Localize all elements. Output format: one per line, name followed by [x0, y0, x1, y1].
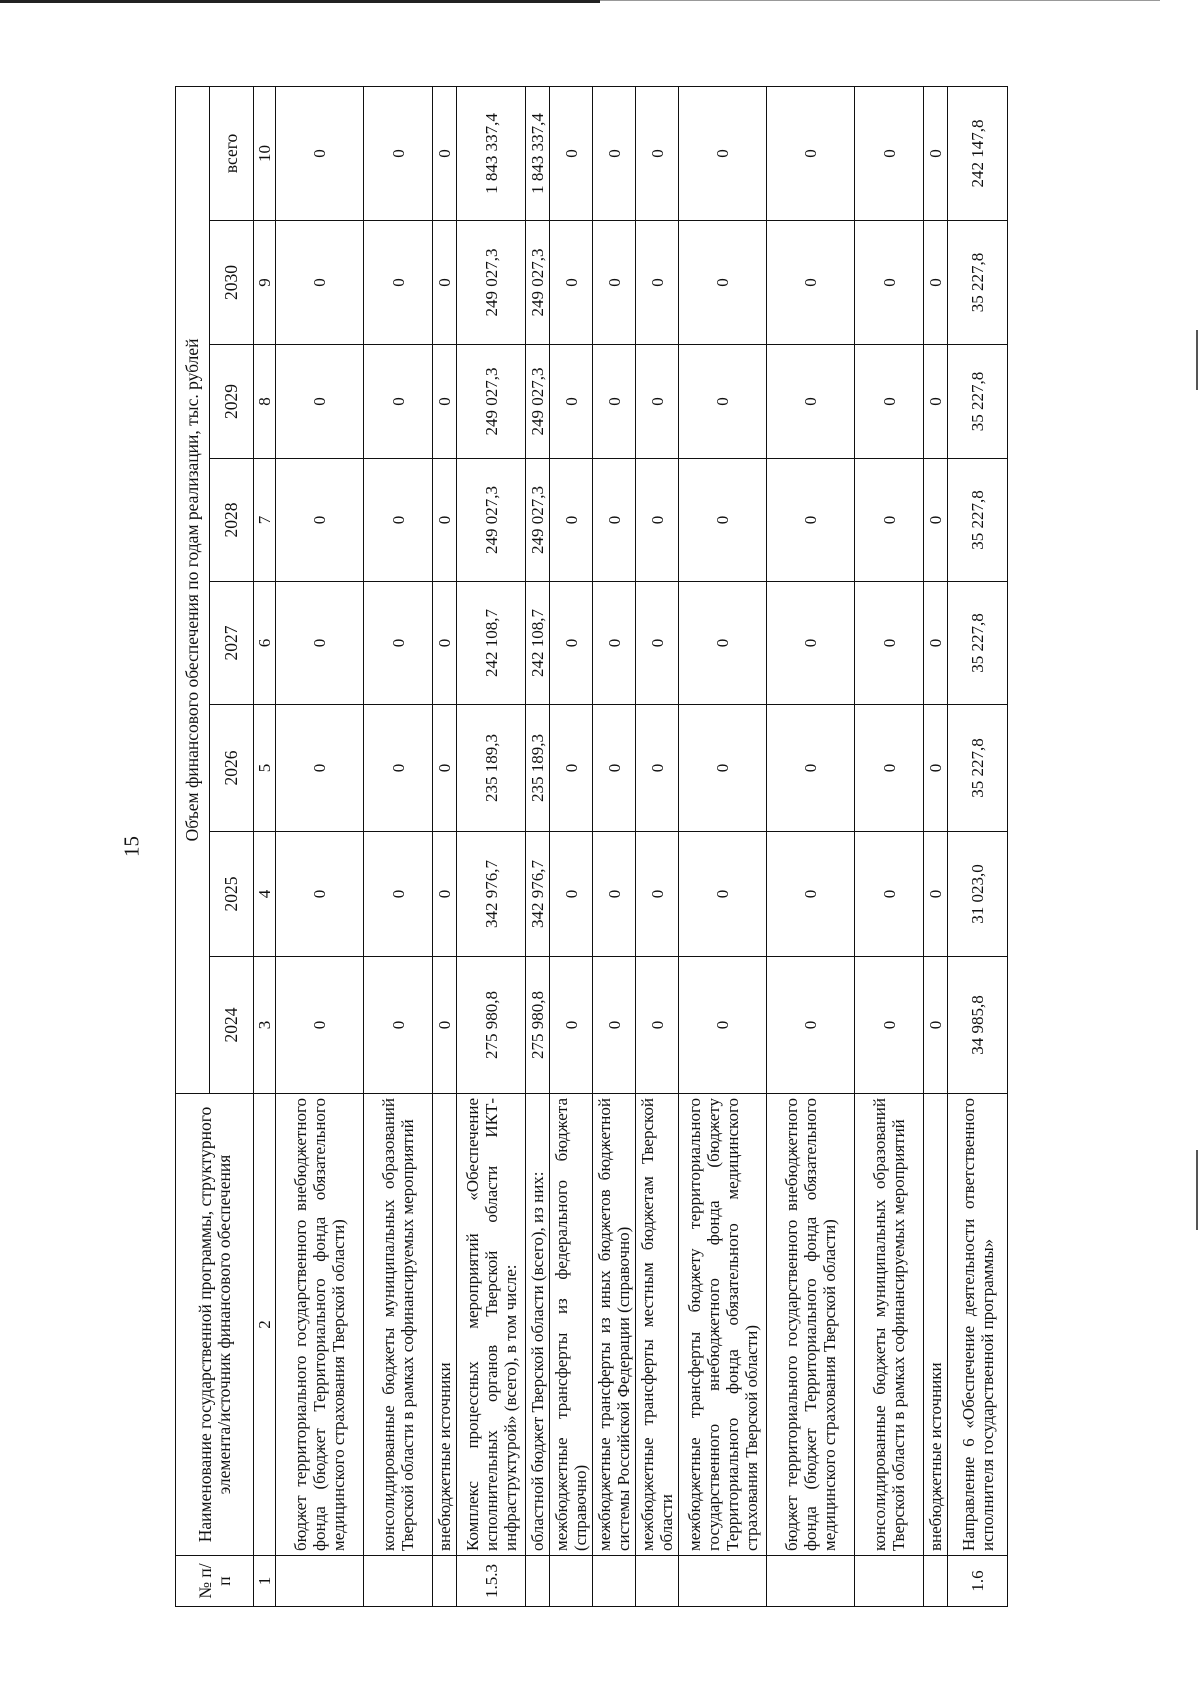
row-number [364, 1556, 433, 1607]
row-year-value: 242 108,7 [457, 582, 526, 705]
row-name: областной бюджет Тверской области (всего), из них: [526, 1094, 550, 1556]
row-year-value: 0 [924, 832, 948, 957]
row-year-value: 0 [636, 832, 679, 957]
row-year-value: 0 [924, 345, 948, 459]
row-year-value: 0 [855, 832, 924, 957]
page-number: 15 [119, 836, 144, 857]
row-year-value: 0 [767, 705, 855, 832]
row-total-value: 0 [636, 86, 679, 220]
row-year-value: 0 [679, 345, 767, 459]
row-number [276, 1556, 364, 1607]
row-year-value: 0 [767, 582, 855, 705]
row-number: 1.5.3 [457, 1556, 526, 1607]
header-year: 2026 [210, 705, 254, 832]
row-year-value: 275 980,8 [457, 957, 526, 1094]
row-year-value: 0 [924, 957, 948, 1094]
row-year-value: 0 [364, 957, 433, 1094]
row-year-value: 0 [593, 582, 636, 705]
row-year-value: 0 [550, 705, 593, 832]
row-number [433, 1556, 457, 1607]
row-year-value: 0 [924, 459, 948, 582]
row-year-value: 0 [593, 705, 636, 832]
margin-mark [1196, 1150, 1198, 1230]
row-year-value: 0 [679, 705, 767, 832]
row-year-value: 35 227,8 [948, 582, 1008, 705]
row-name: Комплекс процессных мероприятий «Обеспечение исполнительных органов Тверской области ИКТ-инфраструктурой» (всего), в том числе: [457, 1094, 526, 1556]
row-year-value: 0 [276, 957, 364, 1094]
row-year-value: 0 [767, 957, 855, 1094]
row-year-value: 235 189,3 [457, 705, 526, 832]
index-cell: 9 [254, 221, 276, 345]
index-cell: 6 [254, 582, 276, 705]
row-total-value: 0 [550, 86, 593, 220]
row-year-value: 35 227,8 [948, 459, 1008, 582]
row-year-value: 249 027,3 [457, 459, 526, 582]
row-year-value: 0 [924, 705, 948, 832]
row-name: межбюджетные трансферты бюджету территориального государственного внебюджетного фонда (бюджету Территориального фонда обязательного медицинского страхования Тверской области) [679, 1094, 767, 1556]
row-year-value: 0 [276, 832, 364, 957]
row-year-value: 0 [364, 221, 433, 345]
header-year: 2030 [210, 221, 254, 345]
row-year-value: 0 [855, 957, 924, 1094]
header-total: всего [210, 86, 254, 220]
row-name: внебюджетные источники [924, 1094, 948, 1556]
row-total-value: 0 [276, 86, 364, 220]
row-name: бюджет территориального государственного внебюджетного фонда (бюджет Территориального фонда обязательного медицинского страхования Тверской области) [276, 1094, 364, 1556]
table-row [433, 86, 457, 1606]
row-year-value: 0 [855, 705, 924, 832]
row-name: консолидированные бюджеты муниципальных образований Тверской области в рамках софинансируемых мероприятий [364, 1094, 433, 1556]
row-year-value: 35 227,8 [948, 221, 1008, 345]
row-year-value: 0 [636, 345, 679, 459]
table-row [855, 86, 924, 1606]
row-name: консолидированные бюджеты муниципальных образований Тверской области в рамках софинансируемых мероприятий [855, 1094, 924, 1556]
row-year-value: 0 [679, 832, 767, 957]
row-year-value: 0 [433, 832, 457, 957]
row-year-value: 242 108,7 [526, 582, 550, 705]
row-year-value: 0 [433, 582, 457, 705]
row-number [526, 1556, 550, 1607]
row-year-value: 249 027,3 [457, 345, 526, 459]
table-row [767, 86, 855, 1606]
row-year-value: 0 [924, 582, 948, 705]
row-year-value: 0 [364, 705, 433, 832]
row-year-value: 0 [550, 345, 593, 459]
row-total-value: 1 843 337,4 [526, 86, 550, 220]
index-cell: 8 [254, 345, 276, 459]
table-row [364, 86, 433, 1606]
row-year-value: 0 [636, 221, 679, 345]
row-year-value: 0 [276, 345, 364, 459]
table-row [679, 86, 767, 1606]
row-year-value: 0 [364, 582, 433, 705]
row-number [636, 1556, 679, 1607]
row-number [679, 1556, 767, 1607]
row-year-value: 35 227,8 [948, 705, 1008, 832]
row-year-value: 0 [550, 832, 593, 957]
header-name: Наименование государственной программы, структурного элемента/источник финансового обеспечения [176, 1094, 254, 1556]
row-year-value: 0 [636, 582, 679, 705]
row-total-value: 0 [593, 86, 636, 220]
row-year-value: 249 027,3 [526, 345, 550, 459]
row-year-value: 0 [433, 705, 457, 832]
table-row [948, 86, 1008, 1606]
header-year: 2028 [210, 459, 254, 582]
index-cell: 4 [254, 832, 276, 957]
index-row [254, 86, 276, 1606]
row-year-value: 0 [364, 832, 433, 957]
row-year-value: 0 [276, 459, 364, 582]
row-year-value: 35 227,8 [948, 345, 1008, 459]
row-name: бюджет территориального государственного внебюджетного фонда (бюджет Территориального фонда обязательного медицинского страхования Тверской области) [767, 1094, 855, 1556]
row-total-value: 0 [924, 86, 948, 220]
row-year-value: 0 [679, 957, 767, 1094]
row-year-value: 0 [364, 345, 433, 459]
row-year-value: 0 [679, 459, 767, 582]
row-year-value: 0 [276, 582, 364, 705]
index-cell: 7 [254, 459, 276, 582]
header-year: 2025 [210, 832, 254, 957]
row-year-value: 0 [593, 957, 636, 1094]
row-year-value: 0 [855, 221, 924, 345]
row-total-value: 242 147,8 [948, 86, 1008, 220]
header-group: Объем финансового обеспечения по годам реализации, тыс. рублей [176, 86, 210, 1093]
row-name: внебюджетные источники [433, 1094, 457, 1556]
row-year-value: 0 [679, 582, 767, 705]
row-year-value: 0 [855, 582, 924, 705]
row-year-value: 249 027,3 [457, 221, 526, 345]
financing-table [175, 86, 1008, 1607]
table-row [924, 86, 948, 1606]
row-year-value: 249 027,3 [526, 221, 550, 345]
index-cell: 3 [254, 957, 276, 1094]
row-number [855, 1556, 924, 1607]
header-row-1 [176, 86, 210, 1606]
margin-mark [1196, 330, 1198, 390]
row-year-value: 0 [593, 345, 636, 459]
scan-edge-line [0, 0, 600, 3]
row-year-value: 0 [593, 459, 636, 582]
row-name: межбюджетные трансферты из иных бюджетов бюджетной системы Российской Федерации (справочно) [593, 1094, 636, 1556]
row-year-value: 0 [433, 345, 457, 459]
row-year-value: 0 [433, 459, 457, 582]
row-year-value: 342 976,7 [457, 832, 526, 957]
row-year-value: 0 [593, 832, 636, 957]
row-number [767, 1556, 855, 1607]
row-year-value: 0 [593, 221, 636, 345]
index-cell: 5 [254, 705, 276, 832]
header-year: 2027 [210, 582, 254, 705]
index-cell: 10 [254, 86, 276, 220]
row-year-value: 0 [855, 345, 924, 459]
index-cell: 1 [254, 1556, 276, 1607]
row-year-value: 0 [636, 705, 679, 832]
row-year-value: 0 [433, 957, 457, 1094]
row-year-value: 0 [276, 221, 364, 345]
row-name: межбюджетные трансферты из федерального бюджета (справочно) [550, 1094, 593, 1556]
row-year-value: 34 985,8 [948, 957, 1008, 1094]
table-row [526, 86, 550, 1606]
row-number [924, 1556, 948, 1607]
row-total-value: 0 [433, 86, 457, 220]
row-total-value: 1 843 337,4 [457, 86, 526, 220]
header-year: 2029 [210, 345, 254, 459]
row-year-value: 0 [924, 221, 948, 345]
row-year-value: 0 [550, 957, 593, 1094]
table-row [593, 86, 636, 1606]
row-year-value: 0 [550, 582, 593, 705]
row-total-value: 0 [679, 86, 767, 220]
table-row [457, 86, 526, 1606]
index-cell: 2 [254, 1094, 276, 1556]
row-year-value: 0 [550, 459, 593, 582]
row-year-value: 0 [679, 221, 767, 345]
row-year-value: 0 [767, 221, 855, 345]
row-year-value: 249 027,3 [526, 459, 550, 582]
row-total-value: 0 [364, 86, 433, 220]
row-year-value: 0 [433, 221, 457, 345]
scan-edge-line-faint [600, 0, 1160, 1]
table-row [550, 86, 593, 1606]
header-year: 2024 [210, 957, 254, 1094]
row-year-value: 0 [550, 221, 593, 345]
row-year-value: 0 [767, 832, 855, 957]
row-number [550, 1556, 593, 1607]
row-year-value: 0 [855, 459, 924, 582]
table-row [636, 86, 679, 1606]
row-name: межбюджетные трансферты местным бюджетам Тверской области [636, 1094, 679, 1556]
row-year-value: 0 [767, 345, 855, 459]
header-no: № п/п [176, 1556, 254, 1607]
row-year-value: 0 [276, 705, 364, 832]
row-year-value: 0 [364, 459, 433, 582]
table-row [276, 86, 364, 1606]
row-number [593, 1556, 636, 1607]
row-year-value: 0 [767, 459, 855, 582]
rotated-table-container [175, 87, 1130, 1607]
row-year-value: 275 980,8 [526, 957, 550, 1094]
row-number: 1.6 [948, 1556, 1008, 1607]
row-name: Направление 6 «Обеспечение деятельности ответственного исполнителя государственной программы» [948, 1094, 1008, 1556]
row-year-value: 235 189,3 [526, 705, 550, 832]
row-year-value: 342 976,7 [526, 832, 550, 957]
row-total-value: 0 [767, 86, 855, 220]
row-year-value: 0 [636, 459, 679, 582]
row-total-value: 0 [855, 86, 924, 220]
row-year-value: 0 [636, 957, 679, 1094]
row-year-value: 31 023,0 [948, 832, 1008, 957]
